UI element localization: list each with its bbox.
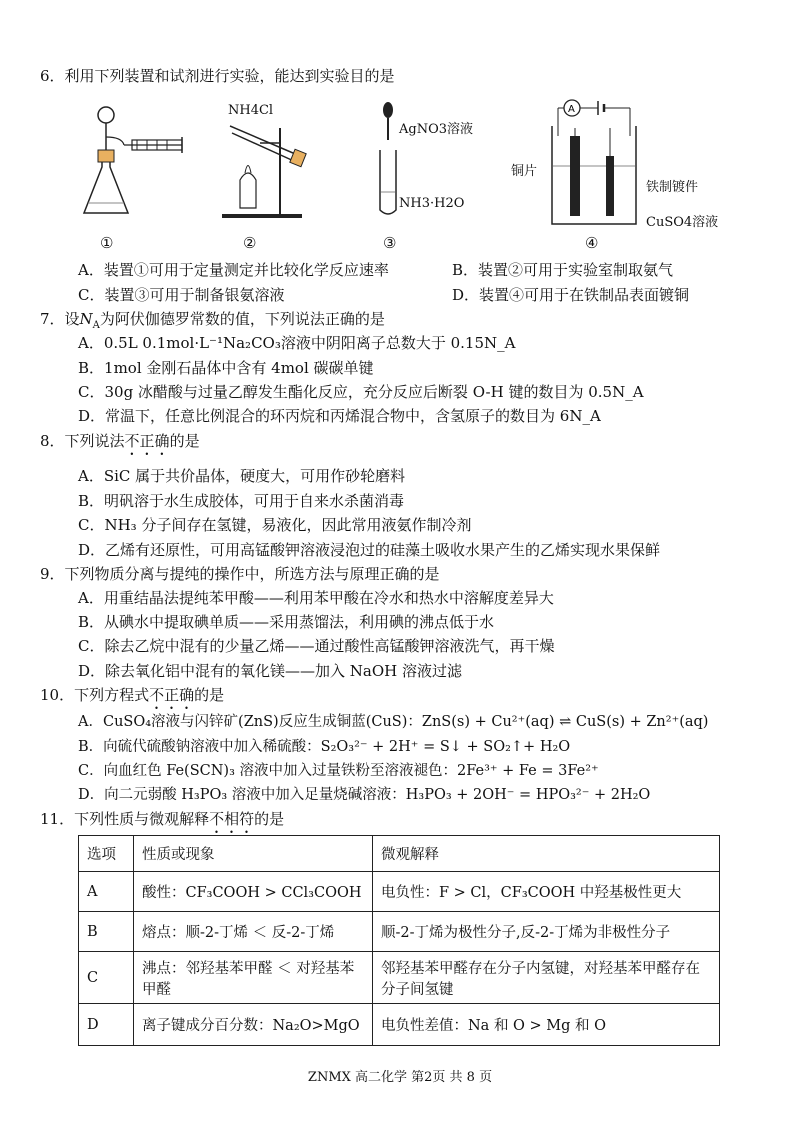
table-cell: 电负性差值：Na 和 O > Mg 和 O xyxy=(373,1004,720,1046)
q10-option-d: D．向二元弱酸 H₃PO₃ 溶液中加入足量烧碱溶液：H₃PO₃ + 2OH⁻ = HPO₃²⁻ + 2H₂O xyxy=(78,787,651,803)
q10-option-a: A．CuSO₄溶液与闪锌矿(ZnS)反应生成铜蓝(CuS)：ZnS(s) + Cu²⁺(aq) ⇌ CuS(s) + Zn²⁺(aq) xyxy=(78,714,709,730)
figure-4-right-label: 铁制镀件 xyxy=(646,180,699,195)
q10-stem: 10．下列方程式不正确的是 xyxy=(40,686,225,704)
table-cell: 沸点：邻羟基苯甲醛 ＜ 对羟基苯甲醛 xyxy=(134,952,373,1004)
table-row xyxy=(79,872,720,912)
q10-option-c: C．向血红色 Fe(SCN)₃ 溶液中加入过量铁粉至溶液褪色：2Fe³⁺ + Fe = 3Fe²⁺ xyxy=(78,763,599,779)
q9-option-d: D．除去氧化铝中混有的氧化镁——加入 NaOH 溶液过滤 xyxy=(78,662,463,680)
table-cell: 电负性：F > Cl，CF₃COOH 中羟基极性更大 xyxy=(373,872,720,912)
table-row xyxy=(79,912,720,952)
table-header-cell: 微观解释 xyxy=(373,836,720,872)
table-header-cell: 选项 xyxy=(79,836,134,872)
q9-option-c: C．除去乙烷中混有的少量乙烯——通过酸性高锰酸钾溶液洗气，再干燥 xyxy=(78,637,555,655)
table-cell: 邻羟基苯甲醛存在分子内氢键，对羟基苯甲醛存在分子间氢键 xyxy=(373,952,720,1004)
table-cell: 熔点：顺-2-丁烯 ＜ 反-2-丁烯 xyxy=(134,912,373,952)
table-row xyxy=(79,1004,720,1046)
figure-2-number: ② xyxy=(243,234,257,252)
page-footer: ZNMX 高二化学 第2页 共 8 页 xyxy=(307,1070,493,1085)
q6-option-c: C．装置③可用于制备银氨溶液 xyxy=(78,286,285,304)
q8-option-c: C．NH₃ 分子间存在氢键，易液化，因此常用液氨作制冷剂 xyxy=(78,516,472,534)
q10-option-b: B．向硫代硫酸钠溶液中加入稀硫酸：S₂O₃²⁻ + 2H⁺ = S↓ + SO₂↑+ H₂O xyxy=(78,739,571,755)
q7-option-d: D．常温下，任意比例混合的环丙烷和丙烯混合物中，含氢原子的数目为 6N_A xyxy=(78,407,601,425)
q6-option-b: B．装置②可用于实验室制取氨气 xyxy=(452,261,674,279)
q9-stem: 9．下列物质分离与提纯的操作中，所选方法与原理正确的是 xyxy=(40,565,440,583)
table-header-cell: 性质或现象 xyxy=(134,836,373,872)
figure-2-reagent: NH4Cl xyxy=(228,103,274,118)
q9-option-b: B．从碘水中提取碘单质——采用蒸馏法，利用碘的沸点低于水 xyxy=(78,613,495,631)
figure-4-electroplating xyxy=(550,96,640,231)
table-cell: 顺-2-丁烯为极性分子,反-2-丁烯为非极性分子 xyxy=(373,912,720,952)
q7-option-a: A．0.5L 0.1mol·L⁻¹Na₂CO₃溶液中阴阳离子总数大于 0.15N_A xyxy=(78,334,516,352)
q8-option-a: A．SiC 属于共价晶体，硬度大，可用作砂轮磨料 xyxy=(78,467,406,485)
table-header-row xyxy=(79,836,720,872)
q7-option-c: C．30g 冰醋酸与过量乙醇发生酯化反应，充分反应后断裂 O-H 键的数目为 0.5N_A xyxy=(78,383,644,401)
q7-stem: 7．设$N_A$为阿伏伽德罗常数的值，下列说法正确的是 xyxy=(40,310,385,331)
q11-stem: 11．下列性质与微观解释不相符的是 xyxy=(40,810,285,828)
figure-4-solution-label: CuSO4溶液 xyxy=(646,215,719,230)
q6-stem: 6．利用下列装置和试剂进行实验，能达到实验目的是 xyxy=(40,67,395,85)
table-cell: 酸性：CF₃COOH > CCl₃COOH xyxy=(134,872,373,912)
q11-table xyxy=(78,835,720,1046)
figure-3-number: ③ xyxy=(383,234,397,252)
table-cell: 离子键成分百分数：Na₂O>MgO xyxy=(134,1004,373,1046)
q9-option-a: A．用重结晶法提纯苯甲酸——利用苯甲酸在冷水和热水中溶解度差异大 xyxy=(78,589,554,607)
table-cell: C xyxy=(79,952,134,1004)
figure-4-left-label: 铜片 xyxy=(511,164,538,179)
figure-2-heating-tube xyxy=(210,118,315,220)
q6-option-a: A．装置①可用于定量测定并比较化学反应速率 xyxy=(78,261,389,279)
figure-1-flask-syringe xyxy=(82,95,192,220)
figure-3-reagent-top: AgNO3溶液 xyxy=(399,122,474,137)
table-cell: A xyxy=(79,872,134,912)
table-row xyxy=(79,952,720,1004)
table-cell: B xyxy=(79,912,134,952)
ammeter-label: A xyxy=(568,104,575,115)
q8-option-d: D．乙烯有还原性，可用高锰酸钾溶液浸泡过的硅藻土吸收水果产生的乙烯实现水果保鲜 xyxy=(78,541,661,559)
figure-3-reagent-bottom: NH3·H2O xyxy=(399,196,465,211)
figure-4-number: ④ xyxy=(585,234,599,252)
table-cell: D xyxy=(79,1004,134,1046)
q8-stem: 8．下列说法不正确的是 xyxy=(40,432,200,450)
q8-option-b: B．明矾溶于水生成胶体，可用于自来水杀菌消毒 xyxy=(78,492,405,510)
q6-option-d: D．装置④可用于在铁制品表面镀铜 xyxy=(452,286,690,304)
figure-1-number: ① xyxy=(100,234,114,252)
q7-option-b: B．1mol 金刚石晶体中含有 4mol 碳碳单键 xyxy=(78,359,374,377)
